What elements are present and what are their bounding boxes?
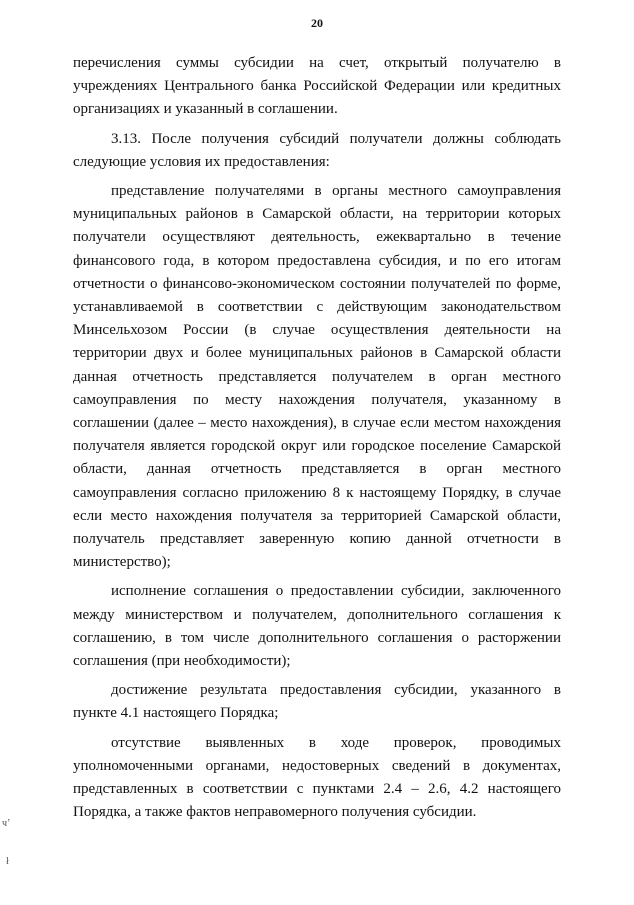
paragraph-result-condition: достижение результата предоставления субсидии, указанного в пункте 4.1 настоящего Порядка; xyxy=(73,682,561,722)
page-number: 20 xyxy=(311,16,323,30)
paragraph-clause-3-13: 3.13. После получения субсидий получатели должны соблюдать следующие условия их предоставления: xyxy=(73,130,561,170)
paragraph-agreement-condition: исполнение соглашения о предоставлении субсидии, заключенного между министерством и получателем, дополнительного соглашения к соглашению, в том числе дополнительного соглашения о расторжении соглашения (при необходимости); xyxy=(73,583,561,670)
paragraph-no-violations-condition: отсутствие выявленных в ходе проверок, проводимых уполномоченными органами, недостоверных сведений в документах, представленных в соответствии с пунктами 2.4 – 2.6, 4.2 настоящего Порядка, а также фактов неправомерного получения субсидии. xyxy=(73,734,561,821)
paragraph-reporting-condition: представление получателями в органы местного самоуправления муниципальных районов в Самарской области, на территории которых получатели осуществляют деятельность, ежеквартально в течение финансового года, в котором предоставлена субсидия, и по его итогам отчетности о финансово-экономическом состоянии получателей по форме, устанавливаемой в соответствии с действующим законодательством Минсельхозом России (в случае осуществления деятельности на территории двух и более муниципальных районов в Самарской области данная отчетность представляется получателем в орган местного самоуправления по месту нахождения получателя, указанному в соглашении (далее – место нахождения), в случае если местом нахождения получателя является городской округ или городское поселение Самарской области, данная отчетность представляется в орган местного самоуправления согласно приложению 8 к настоящему Порядку, в случае если место нахождения получателя за территорией Самарской области, получатель представляет заверенную копию данной отчетности в министерство); xyxy=(73,183,561,571)
scan-artifact: ł xyxy=(6,856,9,867)
paragraph-continuation: перечисления суммы субсидии на счет, открытый получателю в учреждениях Центрального банка Российской Федерации или кредитных организациях и указанный в соглашении. xyxy=(73,55,561,118)
document-body xyxy=(73,52,561,825)
scan-artifact: ч’ xyxy=(2,818,11,829)
